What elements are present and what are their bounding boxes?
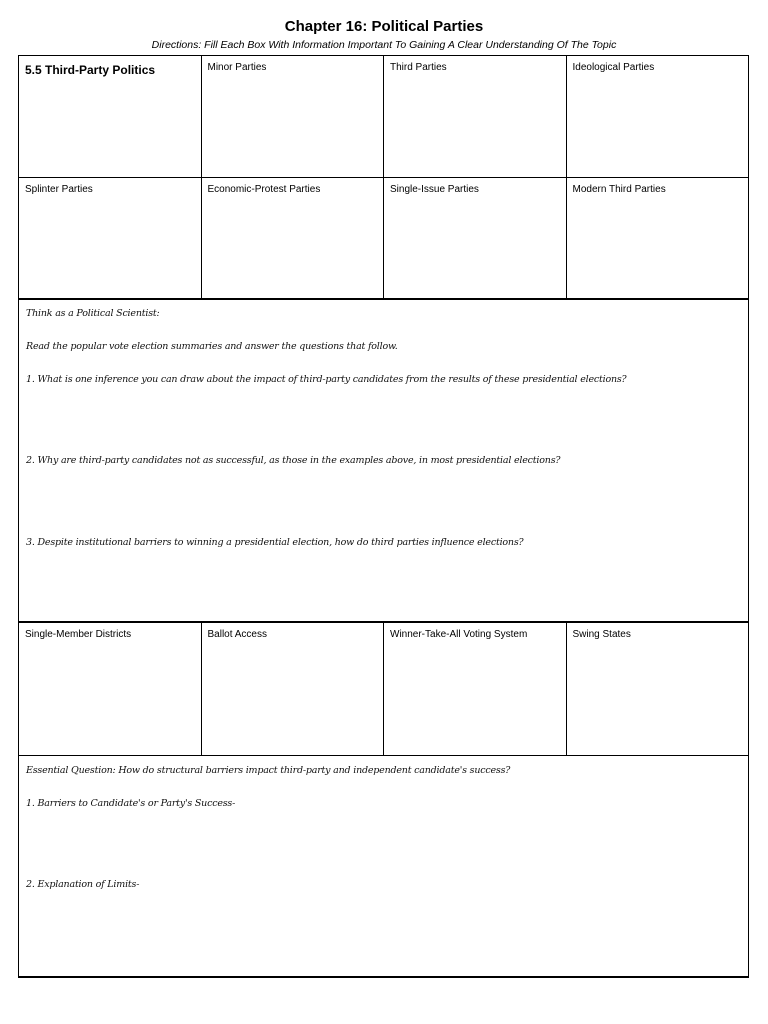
- essential-question-section[interactable]: [19, 755, 748, 976]
- question-2: 2. Why are third-party candidates not as successful, as those in the examples above, in most presidential elections?: [26, 455, 561, 466]
- essential-item-1: 1. Barriers to Candidate's or Party's Success-: [26, 798, 236, 809]
- cell-ideological-parties[interactable]: Ideological Parties: [566, 56, 749, 177]
- topic-cell: 5.5 Third-Party Politics: [25, 63, 156, 77]
- cell-single-issue-parties[interactable]: Single-Issue Parties: [383, 178, 566, 298]
- directions-text: Directions: Fill Each Box With Information Important To Gaining A Clear Understanding Of The Topic: [151, 39, 617, 51]
- vocab-row-3: [19, 621, 748, 755]
- cell-third-parties[interactable]: Third Parties: [383, 56, 566, 177]
- question-1: 1. What is one inference you can draw about the impact of third-party candidates from the results of these presidential elections?: [26, 374, 627, 385]
- cell-modern-third-parties[interactable]: Modern Third Parties: [566, 178, 749, 298]
- essential-question: Essential Question: How do structural barriers impact third-party and independent candidate's success?: [26, 765, 511, 776]
- cell-economic-protest-parties[interactable]: Economic-Protest Parties: [201, 178, 384, 298]
- cell-winner-take-all[interactable]: Winner-Take-All Voting System: [383, 623, 566, 755]
- cell-splinter-parties[interactable]: Splinter Parties: [25, 184, 93, 195]
- political-scientist-section[interactable]: [19, 298, 748, 621]
- essential-item-2: 2. Explanation of Limits-: [26, 879, 140, 890]
- question-3: 3. Despite institutional barriers to winning a presidential election, how do third parties influence elections?: [26, 537, 524, 548]
- think-instructions: Read the popular vote election summaries and answer the questions that follow.: [26, 341, 398, 352]
- think-heading: Think as a Political Scientist:: [26, 308, 160, 319]
- cell-single-member-districts[interactable]: Single-Member Districts: [25, 629, 132, 640]
- cell-minor-parties[interactable]: Minor Parties: [201, 56, 384, 177]
- cell-ballot-access[interactable]: Ballot Access: [201, 623, 384, 755]
- page-title: Chapter 16: Political Parties: [284, 18, 484, 35]
- vocab-row-1: [19, 56, 748, 177]
- cell-swing-states[interactable]: Swing States: [566, 623, 749, 755]
- vocab-row-2: [19, 177, 748, 298]
- worksheet-table: [18, 55, 749, 978]
